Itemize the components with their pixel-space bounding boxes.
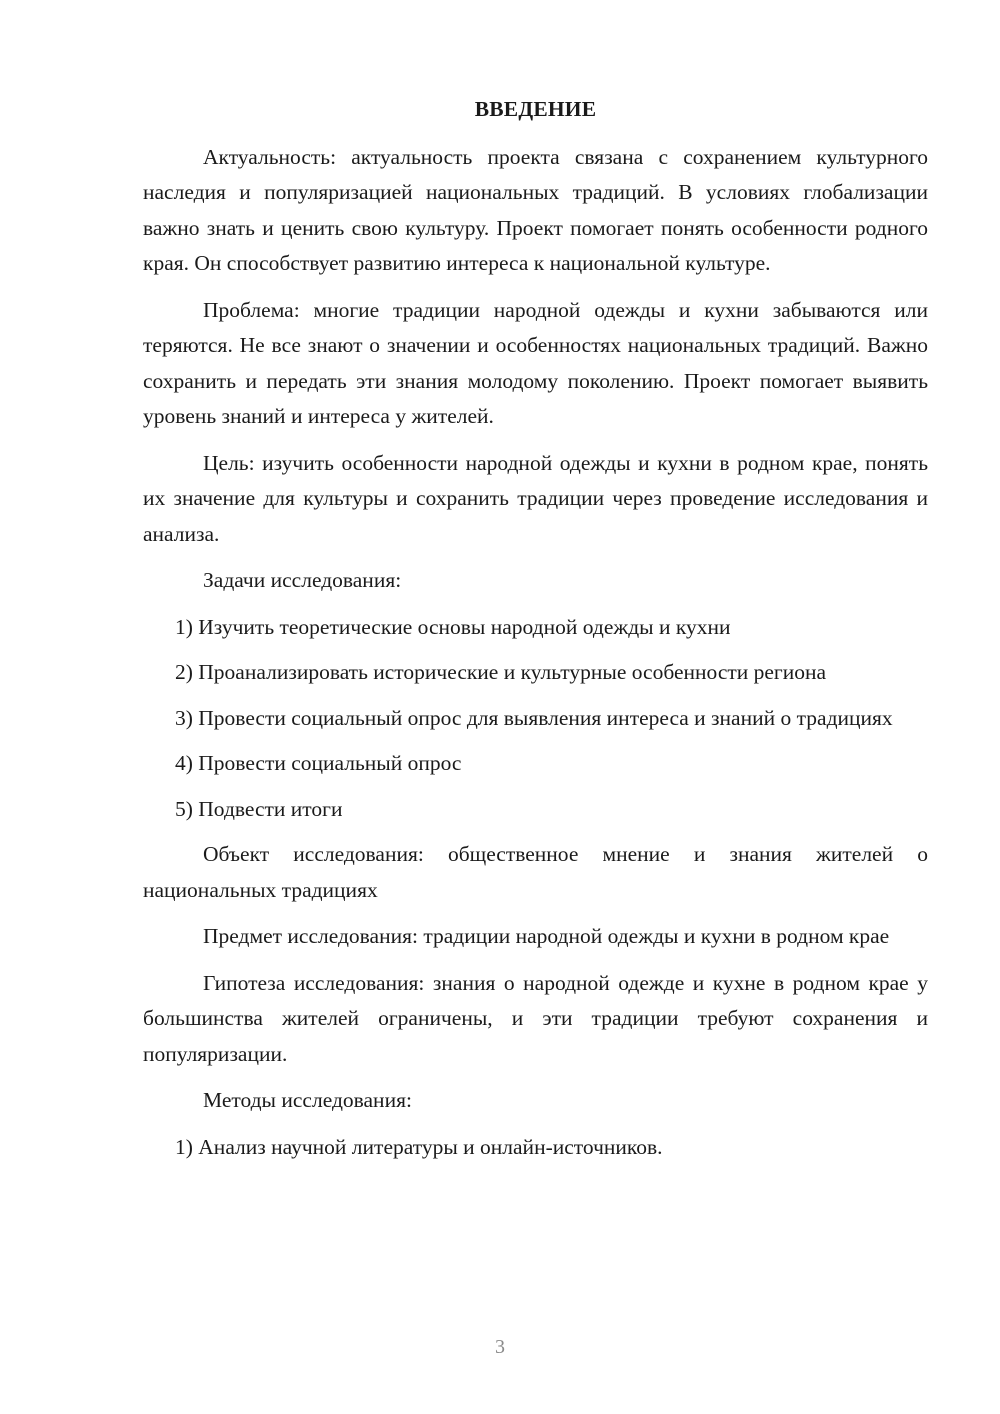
subject-paragraph: Предмет исследования: традиции народной одежды и кухни в родном крае <box>203 924 890 948</box>
problem-paragraph: Проблема: многие традиции народной одежды и кухни забываются или теряются. Не все знают о значении и особенностях национальных традиций. Важно сохранить и передать эти знания молодому поколению. Проект помогает выявить уровень знаний и интереса у жителей. <box>143 297 928 428</box>
task-item-2: 2) Проанализировать исторические и культурные особенности региона <box>175 660 827 684</box>
page-number: 3 <box>495 1336 505 1358</box>
tasks-heading: Задачи исследования: <box>203 568 402 592</box>
section-title: ВВЕДЕНИЕ <box>474 97 597 121</box>
page-content <box>143 92 928 1175</box>
task-item-3: 3) Провести социальный опрос для выявления интереса и знаний о традициях <box>175 705 893 730</box>
goal-paragraph: Цель: изучить особенности народной одежды и кухни в родном крае, понять их значение для культуры и сохранить традиции через проведение исследования и анализа. <box>143 450 928 546</box>
methods-heading: Методы исследования: <box>203 1088 412 1112</box>
task-item-4: 4) Провести социальный опрос <box>175 751 462 775</box>
task-item-5: 5) Подвести итоги <box>175 796 343 821</box>
object-paragraph: Объект исследования: общественное мнение и знания жителей о национальных традициях <box>143 842 928 902</box>
task-item-1: 1) Изучить теоретические основы народной одежды и кухни <box>175 614 731 639</box>
method-item-1: 1) Анализ научной литературы и онлайн-источников. <box>175 1134 663 1159</box>
hypothesis-paragraph: Гипотеза исследования: знания о народной одежде и кухне в родном крае у большинства жителей ограничены, и эти традиции требуют сохранения и популяризации. <box>143 970 928 1066</box>
relevance-paragraph: Актуальность: актуальность проекта связана с сохранением культурного наследия и популяризацией национальных традиций. В условиях глобализации важно знать и ценить свою культуру. Проект помогает понять особенности родного края. Он способствует развитию интереса к национальной культуре. <box>143 144 928 275</box>
